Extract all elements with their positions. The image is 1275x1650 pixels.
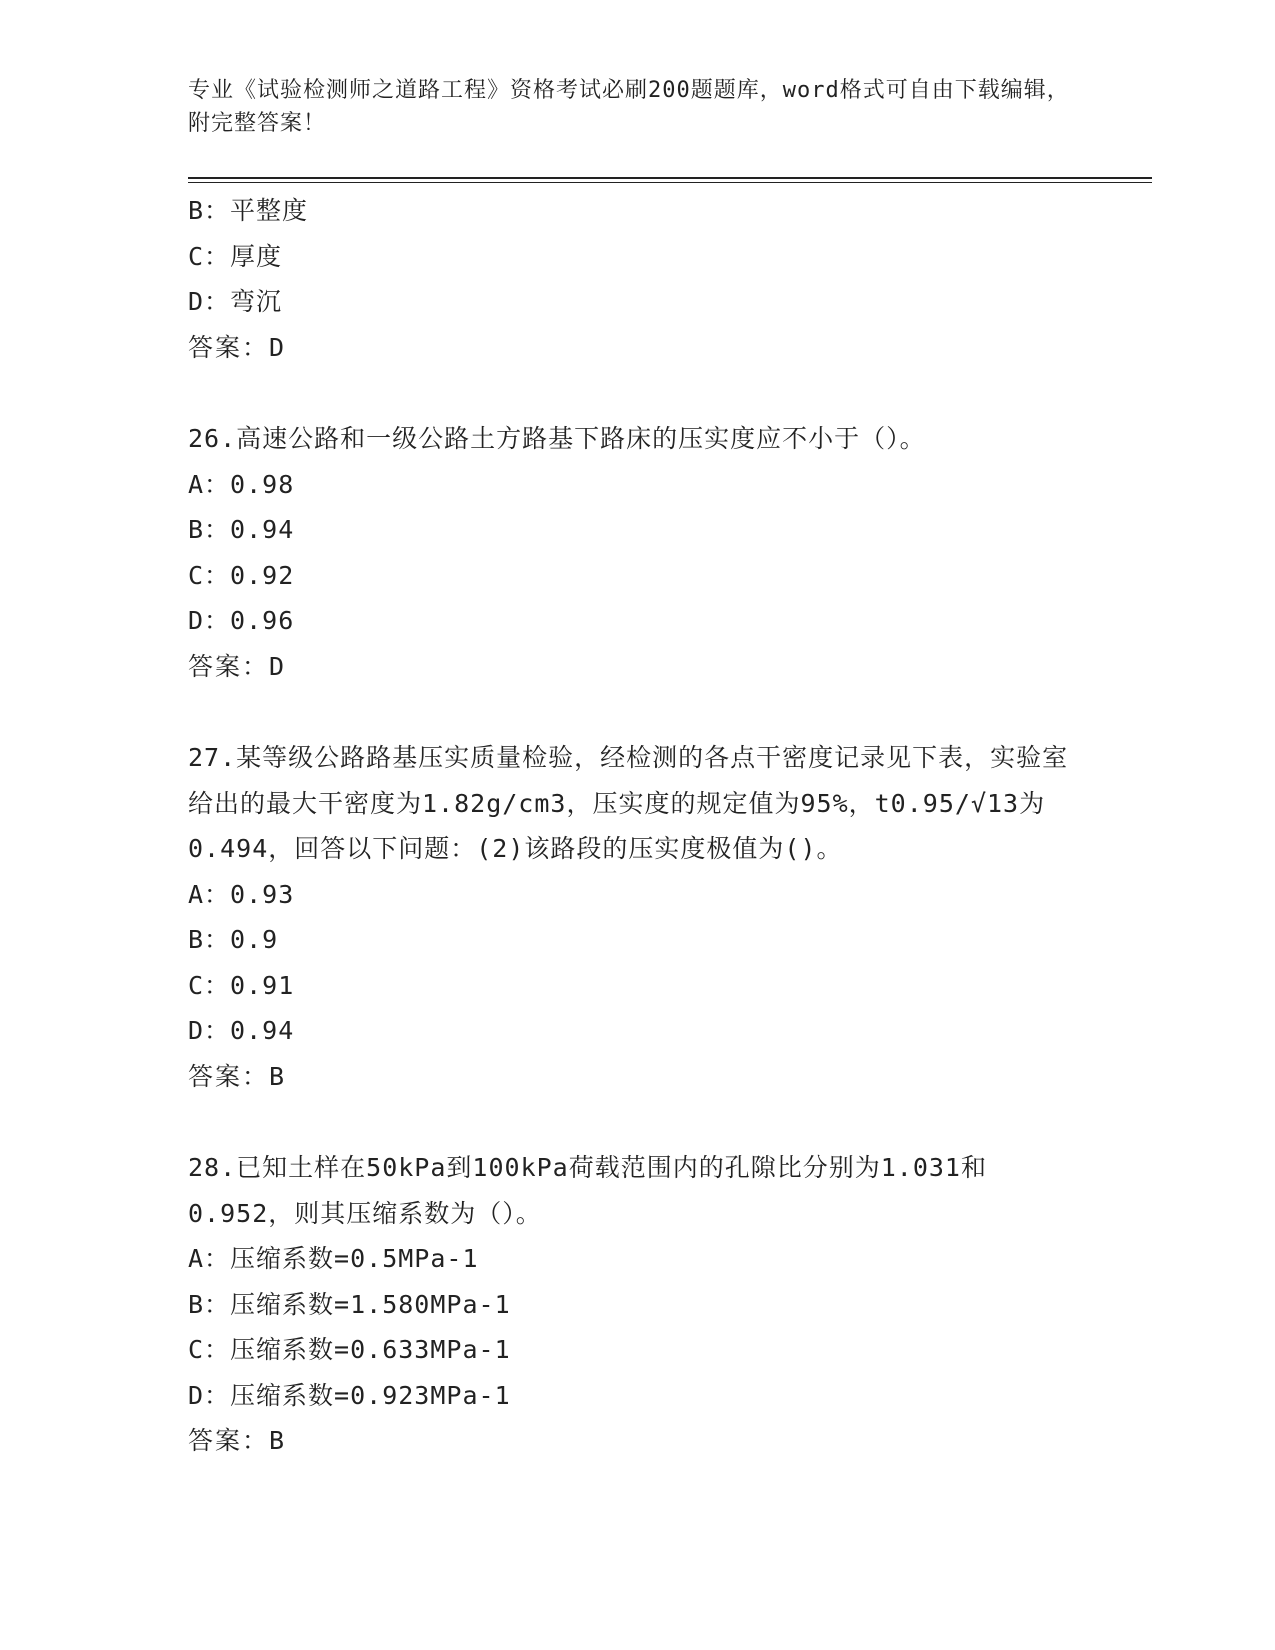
option-c: C：厚度 xyxy=(188,241,283,271)
answer-line xyxy=(188,644,1088,690)
header-divider xyxy=(188,177,1152,183)
question-26 xyxy=(188,416,1088,689)
option-c: C：0.92 xyxy=(188,560,295,590)
option-d: D：0.96 xyxy=(188,606,295,635)
question-27 xyxy=(188,735,1088,1099)
answer-line xyxy=(188,325,1088,371)
option-b: B：0.9 xyxy=(188,925,279,954)
question-text: 26.高速公路和一级公路土方路基下路床的压实度应不小于（）。 xyxy=(188,424,926,453)
option-d: D：弯沉 xyxy=(188,287,283,316)
answer-line xyxy=(188,1418,1088,1464)
answer-label: 答案： xyxy=(188,651,270,681)
option-b: B：0.94 xyxy=(188,515,295,544)
answer-label: 答案： xyxy=(188,1426,270,1455)
option-d: D：压缩系数=0.923MPa-1 xyxy=(188,1380,511,1410)
option-b: B：压缩系数=1.580MPa-1 xyxy=(188,1289,511,1319)
answer-label: 答案： xyxy=(188,332,270,362)
question-28 xyxy=(188,1145,1088,1464)
answer-line xyxy=(188,1054,1088,1100)
page-header: 专业《试验检测师之道路工程》资格考试必刷200题题库，word格式可自由下载编辑，附完整答案！ xyxy=(188,78,1070,136)
question-text: 28.已知土样在50kPa到100kPa荷载范围内的孔隙比分别为1.031和0.952，则其压缩系数为（）。 xyxy=(188,1153,987,1228)
answer-label: 答案： xyxy=(188,1061,270,1091)
answer-value: D xyxy=(269,651,287,681)
option-c: C：压缩系数=0.633MPa-1 xyxy=(188,1335,511,1364)
answer-value: D xyxy=(269,332,287,362)
option-a: A：0.98 xyxy=(188,469,295,499)
option-a: A：0.93 xyxy=(188,879,295,909)
option-c: C：0.91 xyxy=(188,970,295,1000)
option-d: D：0.94 xyxy=(188,1016,295,1045)
option-b: B：平整度 xyxy=(188,196,309,225)
answer-value: B xyxy=(269,1061,287,1091)
document-body xyxy=(188,188,1088,1510)
question-25-tail xyxy=(188,188,1088,370)
answer-value: B xyxy=(269,1426,287,1455)
option-a: A：压缩系数=0.5MPa-1 xyxy=(188,1244,479,1273)
question-text: 27.某等级公路路基压实质量检验，经检测的各点干密度记录见下表，实验室给出的最大干密度为1.82g/cm3，压实度的规定值为95%，t0.95/√13为0.494，回答以下问题：(2)该路段的压实度极值为()。 xyxy=(188,743,1069,863)
